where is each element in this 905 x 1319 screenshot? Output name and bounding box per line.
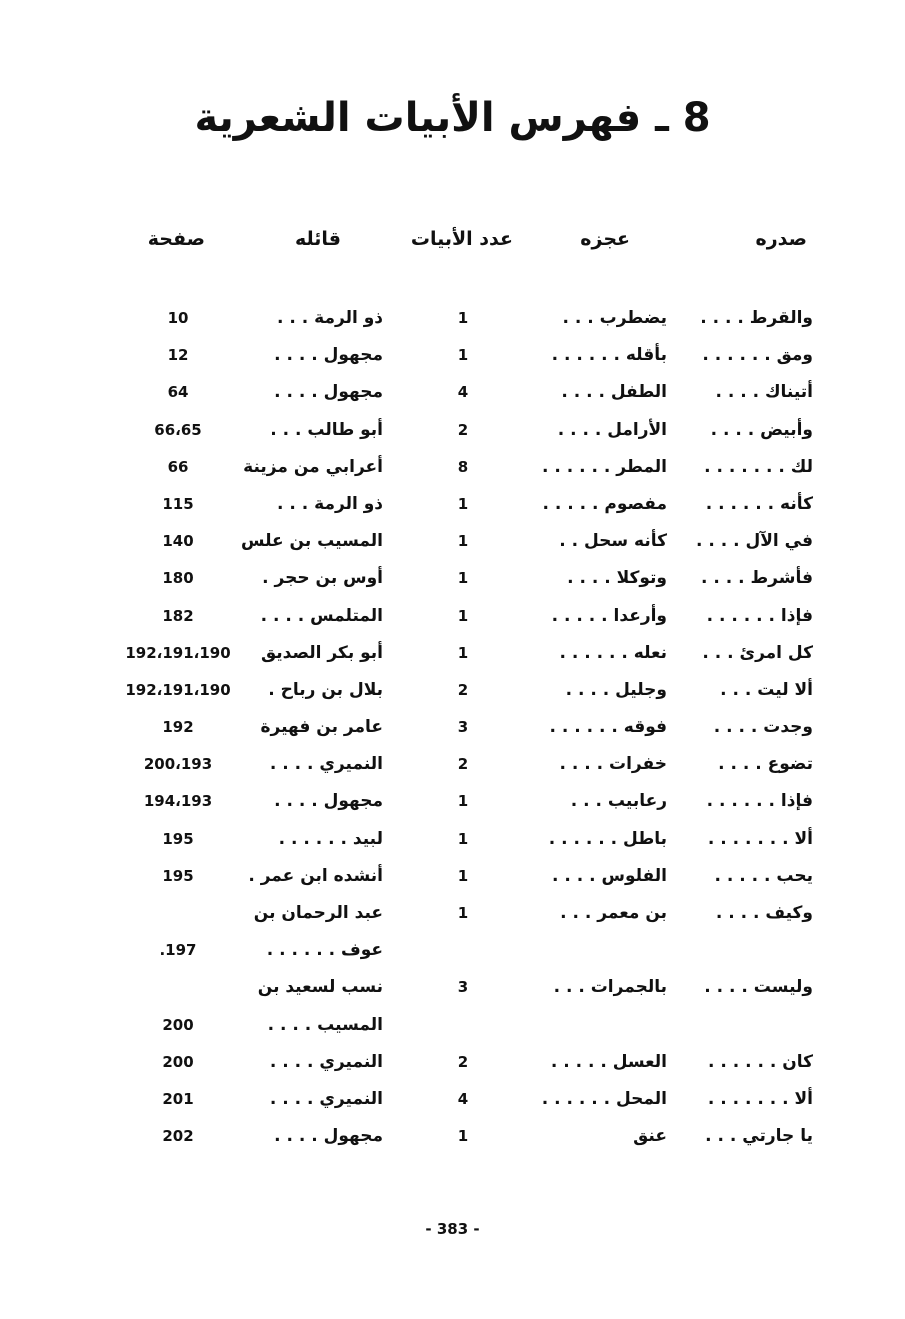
poet-name: ذو الرمة . . . (277, 308, 383, 328)
poet-name: عامر بن فهيرة (260, 717, 383, 738)
verse-opening: لك . . . . . . . (704, 456, 813, 477)
verse-ending: الفلوس . . . . (551, 865, 667, 886)
table-row (0, 523, 905, 560)
table-row (0, 486, 905, 523)
verse-ending: كأنه سحل . . (559, 531, 667, 552)
poet-name: بلال بن رباح . (268, 679, 383, 700)
table-row (0, 449, 905, 486)
page-reference: 64 (167, 383, 189, 402)
verse-count: 1 (457, 643, 469, 662)
table-row (0, 821, 905, 858)
verse-opening: فإذا . . . . . . (706, 605, 813, 626)
table-row (0, 412, 905, 449)
poet-name: النميري . . . . (269, 754, 383, 775)
page-reference: 202 (162, 1127, 194, 1146)
verse-opening: كان . . . . . . (707, 1051, 813, 1072)
verse-opening: في الآل . . . . (696, 531, 813, 552)
verse-ending: الطفل . . . . (561, 382, 667, 403)
verse-ending: نعله . . . . . . (559, 642, 667, 663)
verse-count: 4 (457, 383, 469, 402)
table-row (0, 1044, 905, 1081)
page-reference: 195 (162, 829, 194, 848)
verse-ending: بالجمرات . . . (553, 977, 667, 998)
poet-name: مجهول . . . . (274, 791, 383, 812)
verse-opening: يا جارتي . . . (705, 1126, 813, 1147)
verse-opening: كأنه . . . . . . (705, 493, 813, 514)
poet-name: المتلمس . . . . (260, 605, 383, 626)
poet-name: عوف . . . . . . (266, 940, 383, 961)
page-reference: 182 (162, 606, 194, 625)
poet-name: النميري . . . . (269, 1088, 383, 1109)
verse-ending: وأرعدا . . . . . (551, 605, 667, 626)
table-row (0, 746, 905, 783)
verse-count: 3 (457, 718, 469, 737)
verse-opening: ألا ليت . . . (720, 679, 813, 700)
verse-count: 2 (457, 420, 469, 439)
table-row (0, 374, 905, 411)
verse-opening: وجدت . . . . (713, 717, 813, 738)
column-header-sadr: صدره (755, 228, 807, 250)
verse-ending: الأرامل . . . . (557, 419, 667, 440)
table-row (0, 932, 905, 969)
verse-ending: خفرات . . . . (559, 754, 667, 775)
verse-ending: بأقله . . . . . . (551, 345, 667, 366)
poet-name: مجهول . . . . (274, 345, 383, 366)
poet-name: المسيب . . . . (267, 1014, 383, 1035)
verse-ending: مفصوم . . . . . (542, 493, 667, 514)
table-row (0, 895, 905, 932)
verse-ending: باطل . . . . . . (548, 828, 667, 849)
verse-opening: ألا . . . . . . . (707, 828, 813, 849)
page-reference: 115 (162, 494, 194, 513)
verse-count: 1 (457, 494, 469, 513)
table-row (0, 672, 905, 709)
page-reference: 10 (167, 309, 189, 327)
page-reference: 12 (167, 346, 189, 365)
verse-opening: وليست . . . . (704, 977, 813, 998)
page-reference: 192،191،190 (125, 680, 231, 699)
verse-opening: أتيناك . . . . (715, 382, 813, 403)
table-row (0, 337, 905, 374)
verse-opening: وأبيض . . . . (710, 419, 813, 440)
verse-count: 4 (457, 1089, 469, 1108)
verse-count: 1 (457, 1127, 469, 1146)
poet-name: أبو بكر الصديق (260, 642, 383, 663)
verse-count: 1 (457, 346, 469, 365)
verse-count: 1 (457, 792, 469, 811)
verse-count: 1 (457, 309, 469, 327)
verse-count: 1 (457, 829, 469, 848)
page-reference: 200،193 (143, 755, 213, 774)
verse-count: 1 (457, 606, 469, 625)
verse-opening: ألا . . . . . . . (707, 1088, 813, 1109)
verse-count: 8 (457, 457, 469, 476)
poet-name: لبيد . . . . . . (278, 828, 383, 849)
table-row (0, 709, 905, 746)
verse-ending: وجليل . . . . (565, 679, 667, 700)
verse-opening: يحب . . . . . (714, 865, 813, 886)
page-reference: 195 (162, 866, 194, 885)
table-row (0, 635, 905, 672)
verse-ending: فوقه . . . . . . (549, 717, 667, 738)
table-row (0, 858, 905, 895)
verse-count: 1 (457, 569, 469, 588)
poet-name: أعرابي من مزينة (243, 456, 383, 477)
poet-name: ذو الرمة . . . (277, 493, 383, 514)
page-reference: 200 (162, 1015, 194, 1034)
page-title: 8 ـ فهرس الأبيات الشعرية (194, 95, 711, 141)
verse-count: 1 (457, 866, 469, 885)
column-header-ajz: عجزه (580, 228, 630, 250)
verse-ending: يضطرب . . . (562, 308, 667, 328)
verse-count: 2 (457, 680, 469, 699)
verse-opening: والقرط . . . . (700, 308, 813, 328)
verse-index-table (0, 300, 905, 1155)
page-reference: .197 (159, 941, 197, 960)
verse-count: 3 (457, 978, 469, 997)
page-reference: 200 (162, 1052, 194, 1071)
poet-name: مجهول . . . . (274, 382, 383, 403)
poet-name: أنشده ابن عمر . (248, 865, 383, 886)
verse-count: 2 (457, 755, 469, 774)
table-row (0, 783, 905, 820)
page-reference: 66 (167, 457, 189, 476)
verse-count: 1 (457, 532, 469, 551)
table-row (0, 1081, 905, 1118)
page-reference: 66،65 (154, 420, 202, 439)
verse-opening: تضوع . . . . (718, 754, 813, 775)
column-header-count: عدد الأبيات (410, 228, 513, 250)
page-reference: 180 (162, 569, 194, 588)
verse-ending: عنق (633, 1126, 667, 1147)
verse-ending: العسل . . . . . (550, 1051, 667, 1072)
verse-ending: المطر . . . . . . (541, 456, 667, 477)
page-reference: 192 (162, 718, 194, 737)
verse-ending: وتوكلا . . . . (567, 568, 667, 589)
table-row (0, 969, 905, 1006)
verse-opening: فإذا . . . . . . (706, 791, 813, 812)
poet-name: المسيب بن علس (241, 531, 383, 552)
poet-name: عبد الرحمان بن (253, 903, 383, 923)
column-headers (0, 228, 905, 258)
verse-ending: المحل . . . . . . (541, 1088, 667, 1109)
table-row (0, 560, 905, 597)
poet-name: أبو طالب . . . (270, 419, 383, 440)
verse-opening: كل امرئ . . . (702, 642, 813, 663)
verse-count: 1 (457, 904, 469, 922)
verse-count: 2 (457, 1052, 469, 1071)
verse-opening: وكيف . . . . (715, 903, 813, 923)
verse-opening: ومق . . . . . . (702, 345, 813, 366)
poet-name: نسب لسعيد بن (257, 977, 383, 998)
table-row (0, 1118, 905, 1155)
verse-opening: فأشرط . . . . (701, 568, 813, 589)
page-reference: 201 (162, 1089, 194, 1108)
verse-ending: رعابيب . . . (570, 791, 667, 812)
poet-name: مجهول . . . . (274, 1126, 383, 1147)
verse-ending: بن معمر . . . (560, 903, 667, 923)
page-reference: 140 (162, 532, 194, 551)
page-reference: 192،191،190 (125, 643, 231, 662)
page-number: - 383 - (425, 1220, 480, 1238)
table-row (0, 300, 905, 337)
table-row (0, 1007, 905, 1044)
column-header-page: صفحة (147, 228, 205, 250)
page-reference: 194،193 (143, 792, 213, 811)
poet-name: النميري . . . . (269, 1051, 383, 1072)
column-header-poet: قائله (295, 228, 341, 250)
poet-name: أوس بن حجر . (262, 568, 383, 589)
table-row (0, 598, 905, 635)
